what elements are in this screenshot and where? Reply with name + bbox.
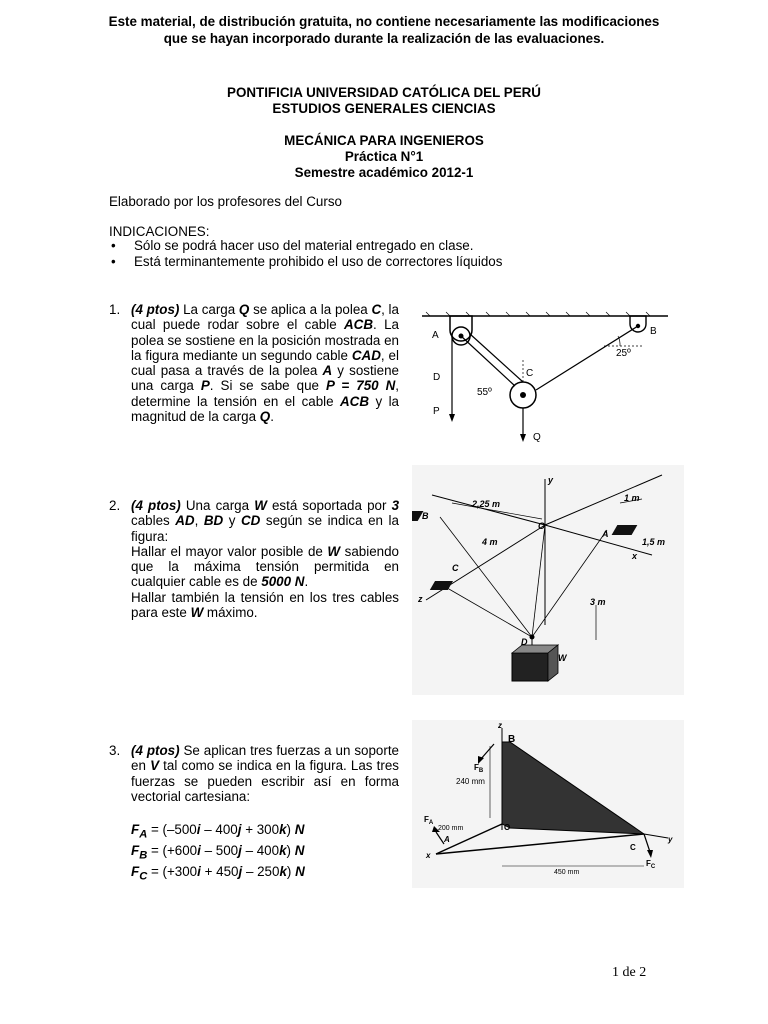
unit: N	[294, 822, 305, 837]
label-fc	[646, 859, 656, 870]
label-o: O	[504, 823, 511, 832]
problem-3-text	[131, 743, 399, 804]
cable-cad	[470, 334, 523, 382]
var: A	[322, 363, 333, 379]
points: (4 ptos)	[131, 302, 180, 317]
text: – 400	[200, 822, 238, 837]
label-450mm: 450 mm	[554, 869, 580, 876]
unit-vector: i	[197, 864, 201, 880]
indications-list	[108, 238, 502, 270]
unit-vector: j	[237, 822, 242, 837]
label-b: B	[422, 511, 429, 521]
text: máximo.	[203, 605, 258, 621]
text: según se indica en la figura:	[131, 513, 399, 544]
label-d: D	[521, 637, 528, 647]
indications-title: INDICACIONES:	[109, 224, 210, 239]
label-d: D	[433, 372, 441, 383]
indication-text: Sólo se podrá hacer uso del material entregado en clase.	[134, 238, 474, 253]
label-x: x	[426, 851, 431, 860]
practice-title: Práctica N°1	[344, 149, 424, 164]
unit-vector: j	[238, 843, 242, 859]
disclaimer-line-1: Este material, de distribución gratuita, no contiene necesariamente las modificaciones	[108, 14, 660, 29]
label-fa-sub: A	[428, 820, 434, 826]
var: 5000 N	[261, 574, 305, 590]
label-a: A	[432, 330, 439, 341]
text: = (+600	[147, 843, 198, 859]
label-y: y	[548, 475, 554, 485]
problem-1-text	[131, 302, 399, 424]
label-fc-sub: C	[650, 864, 656, 870]
label-x: x	[632, 551, 638, 561]
text: cables	[131, 513, 176, 529]
var: BD	[203, 513, 224, 529]
text: )	[286, 843, 295, 859]
text: Se aplican tres fuerzas a un soporte en	[131, 743, 399, 774]
label-c: C	[452, 563, 459, 573]
label-y: y	[668, 835, 673, 844]
anchor-a	[612, 525, 638, 535]
problem-3-figure	[412, 720, 684, 888]
text: , la cual puede rodar sobre el cable	[131, 302, 399, 333]
text: sabiendo que la máxima tensión permitida en cualquier cable es de	[131, 543, 399, 590]
anchor-c	[430, 581, 453, 590]
text: – 400	[241, 843, 280, 859]
force-c-line	[644, 834, 650, 852]
label-c: C	[526, 368, 534, 379]
text: )	[286, 822, 295, 837]
text: .	[304, 574, 309, 590]
label-fb-main: F	[474, 763, 479, 772]
label-240mm: 240 mm	[456, 777, 485, 786]
label-a: A	[444, 835, 450, 844]
list-item	[108, 238, 502, 254]
text: + 450	[200, 864, 239, 880]
text: .	[270, 409, 274, 425]
label-2-25m: 2,25 m	[472, 499, 501, 509]
var: ACB	[340, 393, 370, 409]
points: (4 ptos)	[131, 498, 181, 513]
force-subscript: C	[139, 871, 148, 884]
text: – 500	[200, 843, 239, 859]
force-subscript: B	[139, 849, 148, 862]
unit-vector: i	[197, 843, 201, 859]
label-fa	[424, 815, 434, 826]
text: Una carga	[180, 498, 255, 513]
problem-2-paragraph-3	[131, 590, 399, 621]
label-1-5m: 1,5 m	[642, 537, 666, 547]
label-q: Q	[533, 432, 541, 443]
prepared-by: Elaborado por los profesores del Curso	[109, 194, 342, 209]
text: tal como se indica en la figura. Las tres fuerzas se pueden escribir así en forma vectorial cartesiana:	[131, 758, 399, 804]
list-item	[108, 254, 502, 270]
label-fc-main: F	[646, 859, 651, 868]
label-b: B	[508, 734, 516, 745]
axis-y	[644, 834, 668, 838]
var: CD	[240, 513, 261, 529]
force-a	[131, 822, 305, 843]
text: Hallar también la tensión en los tres cables para este	[131, 589, 399, 621]
unit-vector: j	[238, 864, 243, 880]
text: )	[286, 864, 296, 880]
force-a-line	[436, 832, 444, 844]
faculty-name: ESTUDIOS GENERALES CIENCIAS	[272, 101, 496, 116]
problem-2-paragraph-1	[131, 498, 399, 544]
label-fb	[474, 763, 484, 774]
indication-text: Está terminantemente prohibido el uso de correctores líquidos	[134, 254, 503, 269]
text: , determine la tensión en el cable	[131, 378, 400, 409]
force-c	[131, 864, 305, 885]
unit: N	[295, 864, 305, 880]
problem-2-paragraph-2	[131, 544, 399, 590]
load-w-box	[512, 653, 548, 681]
label-p: P	[433, 406, 440, 417]
problem-3-number: 3.	[109, 743, 121, 758]
force-b	[131, 843, 305, 864]
force-subscript: A	[139, 828, 148, 841]
label-4m: 4 m	[482, 537, 498, 547]
course-title: MECÁNICA PARA INGENIEROS	[284, 133, 484, 148]
label-z: z	[418, 594, 423, 604]
label-a: A	[602, 529, 609, 539]
bracket-plate	[502, 742, 644, 834]
problem-2-text	[131, 498, 399, 620]
text: y	[223, 513, 241, 529]
text: = (+300	[147, 864, 198, 880]
arrow-q-icon	[520, 434, 526, 442]
bar-x	[436, 834, 644, 854]
label-z: z	[498, 721, 502, 730]
var: ACB	[344, 317, 374, 333]
unit-vector: i	[196, 822, 201, 837]
label-angle-55: 55º	[477, 387, 492, 398]
text: y la magnitud de la carga	[131, 393, 399, 425]
semester-title: Semestre académico 2012-1	[294, 165, 474, 180]
text: . La polea se sostiene en la posición mostrada en la figura mediante un segundo cable	[131, 317, 399, 363]
label-o: O	[538, 521, 546, 531]
var: CAD	[351, 347, 381, 363]
points: (4 ptos)	[131, 743, 180, 758]
arrow-p-icon	[449, 414, 455, 422]
bullet-icon: •	[111, 254, 116, 269]
text: ,	[194, 513, 204, 529]
var: W	[254, 498, 267, 513]
var: C	[371, 302, 382, 317]
page-number: 1 de 2	[612, 965, 647, 980]
problem-1-number: 1.	[109, 302, 121, 317]
label-fa-main: F	[424, 815, 429, 824]
cable-ac	[461, 336, 515, 386]
var: V	[150, 758, 160, 774]
var: AD	[175, 513, 195, 529]
text: . Si se sabe que	[209, 378, 326, 394]
unit: N	[294, 843, 305, 859]
force-symbol: F	[131, 864, 140, 880]
bullet-icon: •	[111, 238, 116, 253]
force-symbol: F	[131, 822, 140, 837]
unit-vector: k	[279, 822, 287, 837]
unit-vector: k	[279, 843, 287, 859]
label-fb-sub: B	[478, 768, 484, 774]
text: Hallar el mayor valor posible de	[131, 543, 328, 559]
disclaimer-line-2: que se hayan incorporado durante la realización de las evaluaciones.	[163, 31, 605, 46]
text: – 250	[242, 864, 280, 880]
problem-2-figure	[412, 465, 684, 695]
var: Q	[238, 302, 250, 317]
var: 3	[391, 498, 400, 513]
var: W	[327, 543, 341, 559]
force-symbol: F	[131, 843, 140, 859]
var: W	[190, 605, 204, 621]
label-angle-25: 25º	[616, 348, 631, 359]
problem-2-number: 2.	[109, 498, 121, 513]
label-b: B	[650, 326, 657, 337]
var: P	[200, 378, 210, 394]
text: y sostiene una carga	[131, 363, 399, 394]
text: = (–500	[147, 822, 197, 837]
university-name: PONTIFICIA UNIVERSIDAD CATÓLICA DEL PERÚ	[227, 85, 541, 100]
var: Q	[259, 409, 271, 425]
force-vectors	[131, 822, 305, 886]
label-c: C	[630, 843, 636, 852]
arrow-fc-icon	[647, 850, 653, 858]
unit-vector: k	[279, 864, 287, 880]
pulley-c-axle	[520, 392, 526, 398]
problem-1-figure	[412, 298, 678, 448]
var: P = 750 N	[325, 378, 396, 394]
text: La carga	[179, 302, 239, 317]
label-200mm: 200 mm	[438, 825, 464, 832]
text: está soportada por	[266, 498, 392, 513]
label-1m: 1 m	[624, 493, 640, 503]
label-3m: 3 m	[590, 597, 606, 607]
text: + 300	[241, 822, 280, 837]
text: se aplica a la polea	[249, 302, 372, 317]
disclaimer	[0, 13, 768, 47]
label-w: W	[558, 653, 567, 663]
text: , el cual pasa a través de la polea	[131, 347, 399, 379]
